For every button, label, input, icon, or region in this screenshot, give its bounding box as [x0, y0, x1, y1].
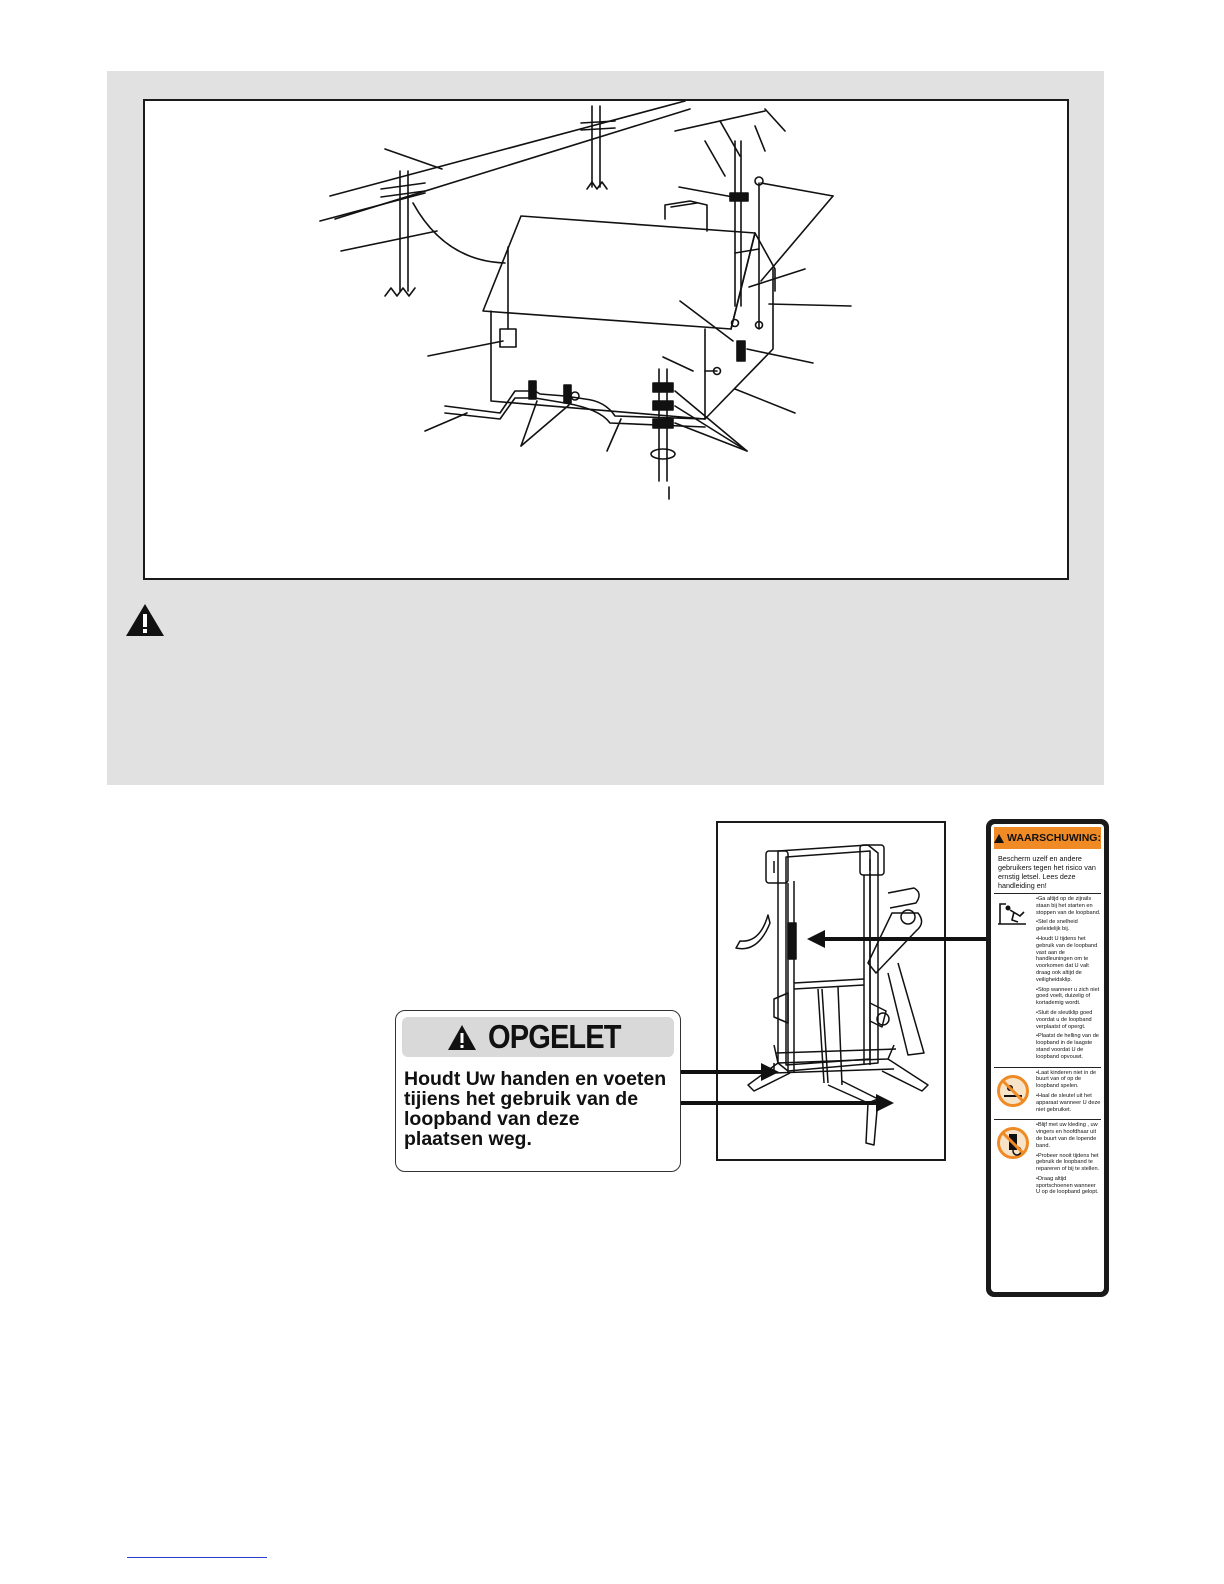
warning-item: •Haal de sleutel uit het apparaat wanneer U deze niet gebruiket.: [1036, 1092, 1101, 1113]
warning-section: [994, 894, 1101, 1068]
warning-item: •Draag altijd sportschoenen wanneer U op de loopband gelopt.: [1036, 1175, 1099, 1196]
warning-item: •Ga altijd op de zijrails staan bij het starten en stoppen van de loopband.: [1036, 896, 1101, 916]
caution-line: Houdt Uw handen en voeten: [404, 1068, 667, 1090]
warning-section: [994, 1068, 1101, 1121]
antenna-grounding-figure: [143, 99, 1069, 580]
warning-section: [994, 1120, 1101, 1202]
caution-header: [402, 1017, 674, 1057]
caution-sticker: [395, 1010, 681, 1172]
caution-text: [396, 1057, 680, 1149]
warning-item: •Stel de snelheid geleidelijk bij.: [1036, 919, 1078, 933]
warning-label-intro: Bescherm uzelf en andere gebruikers tegen het risico van ernstig letsel. Lees deze handleiding en!: [994, 852, 1101, 894]
warning-item: •Plaatst de helling van de loopband in de laagste stand voordat U de loopband opvouwt.: [1036, 1033, 1099, 1060]
warning-item: •Laat kinderen niet in de buurt van of op de loopband spelen.: [1036, 1069, 1097, 1090]
warning-triangle-icon: [125, 603, 165, 637]
caution-triangle-icon: [447, 1024, 477, 1051]
warning-label-title: WAARSCHUWING:: [1007, 832, 1101, 844]
caution-line: loopband van deze: [404, 1108, 580, 1130]
footer-link-underline[interactable]: [127, 1557, 267, 1558]
warning-item: •Stop wanneer u zich niet goed voelt, duizelig of kortademig wordt.: [1036, 986, 1100, 1007]
caution-line: plaatsen weg.: [404, 1128, 532, 1150]
no-children-icon: [996, 1074, 1030, 1108]
warning-item: •Probeer nooit tijdens het gebruik de loopband te repareren of bij te stellen.: [1036, 1152, 1100, 1173]
warning-triangle-icon: [994, 834, 1004, 843]
arrow-to-console: [805, 929, 991, 949]
arrow-caution-lower: [681, 1093, 896, 1113]
warning-label-body: [991, 824, 1104, 1292]
warning-item: •Houdt U tijdens het gebruik van de loopband vast aan de handleuningen om te voorkomen dat U valt draag ook altijd de veiligheidsklip.: [1036, 935, 1098, 983]
caution-title: OPGELET: [487, 1018, 621, 1055]
arrow-caution-upper: [681, 1062, 781, 1082]
caution-line: tijiens het gebruik van de: [404, 1088, 639, 1110]
warning-item: •Sluit de sleutklip goed voordat u de loopband verplaatst of opergt.: [1036, 1009, 1093, 1030]
grounding-illustration: [145, 101, 1067, 578]
no-hands-belt-icon: [996, 1126, 1030, 1160]
warning-item: •Blijf met uw kleding , uw vingers en hoofdhaar uit de buurt van de lopende band.: [1036, 1122, 1098, 1149]
warning-label: [986, 819, 1109, 1297]
person-falling-icon: [996, 900, 1028, 926]
warning-label-header: [994, 827, 1101, 849]
